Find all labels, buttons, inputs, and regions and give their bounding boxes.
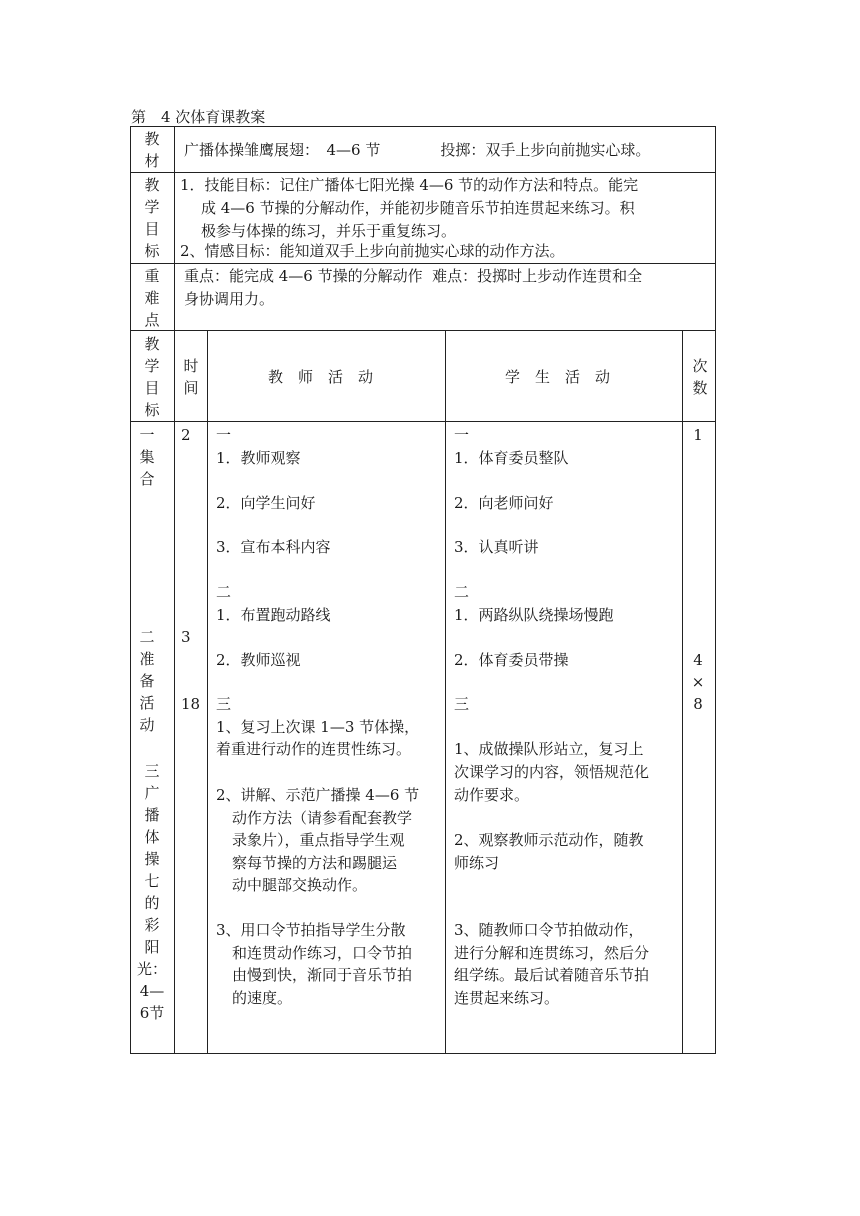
- student-item: 次课学习的内容，领悟规范化: [454, 763, 650, 781]
- count-value: 4 × 8: [691, 651, 705, 713]
- header-count: 次 数: [692, 357, 708, 397]
- student-item: 3、随教师口令节拍做动作，: [454, 921, 644, 939]
- goals-line: 1．技能目标：记住广播体七阳光操 4—6 节的动作方法和特点。能完: [180, 176, 639, 194]
- keypoints-label: 重 难 点: [144, 267, 160, 329]
- goals-line: 成 4—6 节操的分解动作，并能初步随音乐节拍连贯起来练习。积: [201, 199, 635, 217]
- material-content: 广播体操雏鹰展翅： 4—6 节 投掷：双手上步向前抛实心球。: [184, 141, 651, 159]
- teacher-section-head: 二: [216, 583, 232, 601]
- col-divider: [174, 126, 175, 1054]
- table-border-right: [715, 126, 716, 1054]
- teacher-item: 2、讲解、示范广播操 4—6 节: [216, 786, 420, 804]
- teacher-item: 3、用口令节拍指导学生分散: [216, 921, 406, 939]
- student-item: 2．体育委员带操: [454, 651, 569, 669]
- student-section-head: 二: [454, 583, 470, 601]
- student-item: 组学练。最后试着随音乐节拍: [454, 966, 650, 984]
- header-student-activity: 学 生 活 动: [505, 368, 611, 386]
- section-goal-warmup: 二 准 备 活 动: [139, 628, 155, 734]
- teacher-item: 2．向学生问好: [216, 494, 316, 512]
- row-divider: [130, 263, 716, 264]
- time-value: 3: [181, 628, 191, 646]
- teacher-item: 1．布置跑动路线: [216, 606, 331, 624]
- keypoints-line: 重点：能完成 4—6 节操的分解动作 难点：投掷时上步动作连贯和全: [184, 267, 643, 285]
- goals-line: 极参与体操的练习，并乐于重复练习。: [201, 222, 457, 240]
- time-value: 18: [181, 695, 201, 713]
- student-item: 2．向老师问好: [454, 494, 554, 512]
- row-divider: [130, 172, 716, 173]
- table-border-left: [130, 126, 131, 1054]
- teacher-item: 1．教师观察: [216, 449, 301, 467]
- header-time: 时 间: [183, 357, 199, 397]
- student-item: 1．体育委员整队: [454, 449, 569, 467]
- student-item: 动作要求。: [454, 786, 530, 804]
- teacher-item: 动中腿部交换动作。: [232, 876, 368, 894]
- count-value: 1: [693, 426, 703, 444]
- time-value: 2: [181, 426, 191, 444]
- teacher-item: 和连贯动作练习，口令节拍: [232, 944, 413, 962]
- header-goal: 教 学 目 标: [144, 335, 160, 419]
- student-item: 2、观察教师示范动作，随教: [454, 831, 644, 849]
- table-border-bottom: [130, 1053, 716, 1054]
- student-item: 3．认真听讲: [454, 538, 539, 556]
- student-section-head: 三: [454, 695, 470, 713]
- teacher-item: 动作方法（请参看配套教学: [232, 809, 413, 827]
- goals-line: 2、情感目标：能知道双手上步向前抛实心球的动作方法。: [180, 242, 565, 260]
- student-item: 师练习: [454, 854, 500, 872]
- teacher-item: 录象片），重点指导学生观: [232, 831, 405, 849]
- teacher-section-head: 三: [216, 695, 232, 713]
- student-item: 1、成做操队形站立，复习上: [454, 740, 644, 758]
- page-title: 第 4 次体育课教案: [131, 108, 266, 126]
- keypoints-line: 身协调用力。: [184, 290, 275, 308]
- student-section-head: 一: [454, 426, 470, 444]
- student-item: 连贯起来练习。: [454, 989, 560, 1007]
- col-divider: [682, 330, 683, 1054]
- material-label: 教 材: [144, 130, 160, 170]
- teacher-item: 着重进行动作的连贯性练习。: [216, 740, 412, 758]
- teacher-item: 2．教师巡视: [216, 651, 301, 669]
- teacher-item: 的速度。: [232, 989, 293, 1007]
- section-goal-gather: 一 集 合: [139, 426, 155, 488]
- table-border-top: [130, 126, 716, 127]
- teacher-item: 由慢到快，渐同于音乐节拍: [232, 966, 413, 984]
- row-divider: [130, 330, 716, 331]
- student-item: 进行分解和连贯练习，然后分: [454, 944, 650, 962]
- row-divider: [130, 421, 716, 422]
- teacher-item: 1、复习上次课 1—3 节体操，: [216, 718, 420, 736]
- teacher-section-head: 一: [216, 426, 232, 444]
- teacher-item: 察每节操的方法和踢腿运: [232, 854, 398, 872]
- col-divider: [207, 330, 208, 1054]
- student-item: 1．两路纵队绕操场慢跑: [454, 606, 614, 624]
- col-divider: [445, 330, 446, 1054]
- section-goal-exercise: 三 广 播 体 操 七 的 彩 阳 光： 4— 6节: [136, 762, 167, 1022]
- teacher-item: 3．宣布本科内容: [216, 538, 331, 556]
- goals-label: 教 学 目 标: [144, 176, 160, 260]
- header-teacher-activity: 教 师 活 动: [268, 368, 374, 386]
